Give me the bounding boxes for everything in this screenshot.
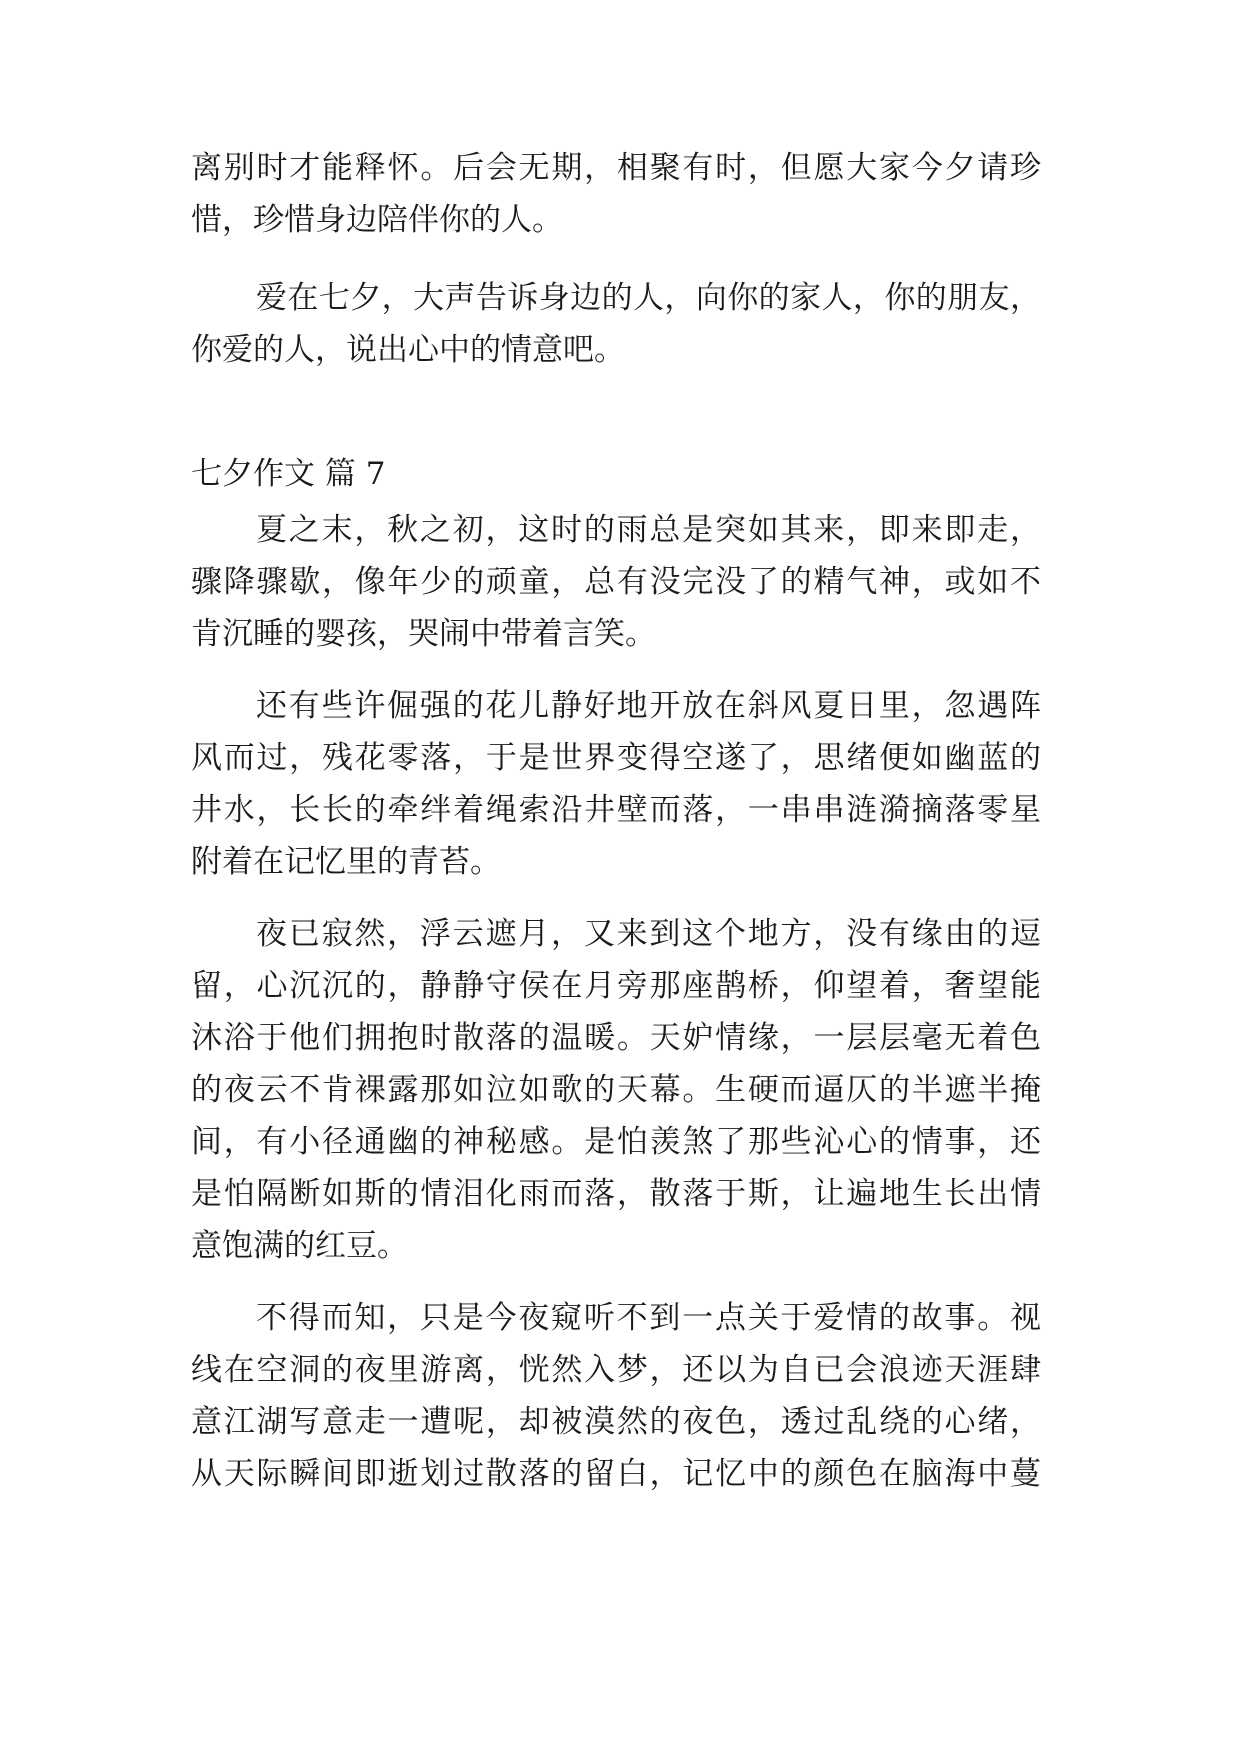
paragraph-line: 从天际瞬间即逝划过散落的留白，记忆中的颜色在脑海中蔓 xyxy=(191,1456,1041,1492)
paragraph-line: 爱在七夕，大声告诉身边的人，向你的家人，你的朋友， xyxy=(256,280,1041,316)
paragraph-line: 你爱的人，说出心中的情意吧。 xyxy=(191,332,625,368)
paragraph-line: 不得而知，只是今夜窥听不到一点关于爱情的故事。视 xyxy=(256,1300,1041,1336)
paragraph-line: 附着在记忆里的青苔。 xyxy=(191,844,501,880)
paragraph-line: 离别时才能释怀。后会无期，相聚有时，但愿大家今夕请珍 xyxy=(191,150,1041,186)
paragraph-line: 的夜云不肯裸露那如泣如歌的天幕。生硬而逼仄的半遮半掩 xyxy=(191,1072,1041,1108)
paragraph-line: 意江湖写意走一遭呢，却被漠然的夜色，透过乱绕的心绪， xyxy=(191,1404,1041,1440)
paragraph-line: 夏之末，秋之初，这时的雨总是突如其来，即来即走， xyxy=(256,512,1041,548)
paragraph-line: 还有些许倔强的花儿静好地开放在斜风夏日里，忽遇阵 xyxy=(256,688,1041,724)
paragraph-line: 骤降骤歇，像年少的顽童，总有没完没了的精气神，或如不 xyxy=(191,564,1041,600)
paragraph-line: 留，心沉沉的，静静守侯在月旁那座鹊桥，仰望着，奢望能 xyxy=(191,968,1041,1004)
paragraph-line: 夜已寂然，浮云遮月，又来到这个地方，没有缘由的逗 xyxy=(256,916,1041,952)
paragraph-line: 井水，长长的牵绊着绳索沿井壁而落，一串串涟漪摘落零星 xyxy=(191,792,1041,828)
paragraph-line: 线在空洞的夜里游离，恍然入梦，还以为自已会浪迹天涯肆 xyxy=(191,1352,1041,1388)
section-heading: 七夕作文 篇 7 xyxy=(191,456,386,492)
paragraph-line: 风而过，残花零落，于是世界变得空遂了，思绪便如幽蓝的 xyxy=(191,740,1041,776)
paragraph-line: 惜，珍惜身边陪伴你的人。 xyxy=(191,202,563,238)
paragraph-line: 间，有小径通幽的神秘感。是怕羡煞了那些沁心的情事，还 xyxy=(191,1124,1041,1160)
paragraph-line: 沐浴于他们拥抱时散落的温暖。天妒情缘，一层层毫无着色 xyxy=(191,1020,1041,1056)
paragraph-line: 意饱满的红豆。 xyxy=(191,1228,408,1264)
paragraph-line: 是怕隔断如斯的情泪化雨而落，散落于斯，让遍地生长出情 xyxy=(191,1176,1041,1212)
paragraph-line: 肯沉睡的婴孩，哭闹中带着言笑。 xyxy=(191,616,656,652)
